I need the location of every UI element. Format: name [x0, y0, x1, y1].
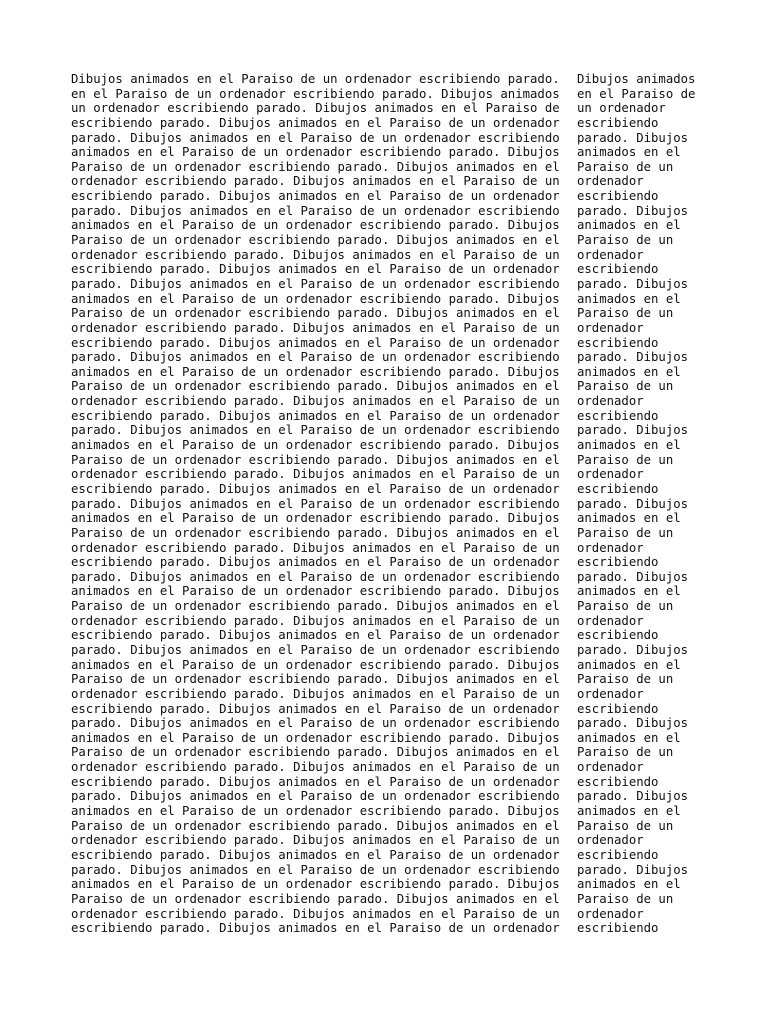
text-line: Paraiso de un — [577, 818, 674, 833]
text-line: ordenador — [577, 394, 644, 409]
text-line: Paraiso de un — [577, 379, 674, 394]
text-line: animados en el — [577, 657, 681, 672]
text-line: parado. Dibujos animados en el Paraiso de un ordenador escribiendo — [71, 130, 560, 145]
text-line: animados en el Paraiso de un ordenador escribiendo parado. Dibujos — [71, 291, 560, 306]
text-line: animados en el Paraiso de un ordenador escribiendo parado. Dibujos — [71, 657, 560, 672]
text-line: ordenador escribiendo parado. Dibujos animados en el Paraiso de un — [71, 906, 560, 921]
text-line: escribiendo parado. Dibujos animados en el Paraiso de un ordenador — [71, 774, 560, 789]
text-line: escribiendo — [577, 774, 659, 789]
text-line: escribiendo — [577, 847, 659, 862]
text-line: ordenador — [577, 320, 644, 335]
text-line: escribiendo parado. Dibujos animados en el Paraiso de un ordenador — [71, 555, 560, 570]
text-line: parado. Dibujos animados en el Paraiso de un ordenador escribiendo — [71, 350, 560, 365]
text-line: parado. Dibujos — [577, 569, 689, 584]
text-line: ordenador escribiendo parado. Dibujos animados en el Paraiso de un — [71, 686, 560, 701]
text-line: animados en el — [577, 364, 681, 379]
text-line: parado. Dibujos animados en el Paraiso de un ordenador escribiendo — [71, 642, 560, 657]
text-line: Paraiso de un ordenador escribiendo parado. Dibujos animados en el — [71, 159, 560, 174]
text-line: parado. Dibujos — [577, 203, 689, 218]
text-line: ordenador escribiendo parado. Dibujos animados en el Paraiso de un — [71, 174, 560, 189]
text-line: Paraiso de un — [577, 233, 674, 248]
text-line: Dibujos animados en el Paraiso de un ordenador escribiendo parado. — [71, 72, 560, 86]
text-line: escribiendo parado. Dibujos animados en el Paraiso de un ordenador — [71, 628, 560, 643]
text-line: parado. Dibujos — [577, 862, 689, 877]
text-line: escribiendo parado. Dibujos animados en el Paraiso de un ordenador — [71, 701, 560, 716]
text-line: Paraiso de un — [577, 159, 674, 174]
text-line: Paraiso de un — [577, 452, 674, 467]
text-line: un ordenador — [577, 101, 666, 116]
text-line: parado. Dibujos — [577, 496, 689, 511]
text-column-left — [71, 72, 560, 936]
text-line: escribiendo — [577, 628, 659, 643]
text-line: escribiendo parado. Dibujos animados en el Paraiso de un ordenador — [71, 481, 560, 496]
text-line: ordenador — [577, 540, 644, 555]
text-line: escribiendo parado. Dibujos animados en el Paraiso de un ordenador — [71, 847, 560, 862]
text-line: Paraiso de un ordenador escribiendo parado. Dibujos animados en el — [71, 525, 560, 540]
text-line: escribiendo parado. Dibujos animados en el Paraiso de un ordenador — [71, 408, 560, 423]
text-line: animados en el Paraiso de un ordenador escribiendo parado. Dibujos — [71, 877, 560, 892]
text-line: ordenador escribiendo parado. Dibujos animados en el Paraiso de un — [71, 320, 560, 335]
text-line: ordenador — [577, 760, 644, 775]
text-line: animados en el — [577, 804, 681, 819]
text-line: animados en el Paraiso de un ordenador escribiendo parado. Dibujos — [71, 145, 560, 160]
text-line: ordenador escribiendo parado. Dibujos animados en el Paraiso de un — [71, 467, 560, 482]
text-line: en el Paraiso de — [577, 86, 696, 101]
text-line: parado. Dibujos animados en el Paraiso de un ordenador escribiendo — [71, 423, 560, 438]
text-line: parado. Dibujos — [577, 789, 689, 804]
text-line: escribiendo — [577, 408, 659, 423]
text-line: animados en el — [577, 877, 681, 892]
text-line: ordenador escribiendo parado. Dibujos animados en el Paraiso de un — [71, 613, 560, 628]
text-line: parado. Dibujos — [577, 350, 689, 365]
text-line: un ordenador escribiendo parado. Dibujos animados en el Paraiso de — [71, 101, 560, 116]
text-line: Paraiso de un ordenador escribiendo parado. Dibujos animados en el — [71, 452, 560, 467]
text-line: animados en el Paraiso de un ordenador escribiendo parado. Dibujos — [71, 584, 560, 599]
text-line: ordenador escribiendo parado. Dibujos animados en el Paraiso de un — [71, 540, 560, 555]
text-line: animados en el — [577, 511, 681, 526]
text-line: animados en el Paraiso de un ordenador escribiendo parado. Dibujos — [71, 730, 560, 745]
text-line: animados en el Paraiso de un ordenador escribiendo parado. Dibujos — [71, 364, 560, 379]
text-line: animados en el Paraiso de un ordenador escribiendo parado. Dibujos — [71, 511, 560, 526]
text-line: Dibujos animados — [577, 72, 696, 86]
text-line: Paraiso de un ordenador escribiendo parado. Dibujos animados en el — [71, 233, 560, 248]
text-column-right — [577, 72, 695, 936]
text-line: parado. Dibujos animados en el Paraiso de un ordenador escribiendo — [71, 203, 560, 218]
text-line: escribiendo — [577, 262, 659, 277]
text-line: animados en el — [577, 730, 681, 745]
text-line: escribiendo — [577, 481, 659, 496]
text-line: ordenador — [577, 613, 644, 628]
text-line: Paraiso de un ordenador escribiendo parado. Dibujos animados en el — [71, 818, 560, 833]
text-line: escribiendo — [577, 189, 659, 204]
text-line: parado. Dibujos animados en el Paraiso de un ordenador escribiendo — [71, 862, 560, 877]
text-line: escribiendo parado. Dibujos animados en el Paraiso de un ordenador — [71, 335, 560, 350]
text-line: animados en el — [577, 218, 681, 233]
text-line: animados en el Paraiso de un ordenador escribiendo parado. Dibujos — [71, 438, 560, 453]
text-line: Paraiso de un — [577, 745, 674, 760]
text-line: ordenador — [577, 686, 644, 701]
text-line: Paraiso de un ordenador escribiendo parado. Dibujos animados en el — [71, 599, 560, 614]
text-line: escribiendo — [577, 555, 659, 570]
text-line: Paraiso de un — [577, 306, 674, 321]
text-line: animados en el Paraiso de un ordenador escribiendo parado. Dibujos — [71, 804, 560, 819]
text-line: animados en el — [577, 438, 681, 453]
text-line: escribiendo — [577, 921, 659, 936]
text-line: ordenador — [577, 833, 644, 848]
text-line: escribiendo — [577, 335, 659, 350]
text-line: Paraiso de un — [577, 525, 674, 540]
text-line: Paraiso de un — [577, 672, 674, 687]
text-line: ordenador — [577, 467, 644, 482]
text-line: parado. Dibujos — [577, 716, 689, 731]
text-line: parado. Dibujos animados en el Paraiso de un ordenador escribiendo — [71, 716, 560, 731]
text-line: ordenador escribiendo parado. Dibujos animados en el Paraiso de un — [71, 394, 560, 409]
text-line: parado. Dibujos — [577, 130, 689, 145]
text-line: ordenador escribiendo parado. Dibujos animados en el Paraiso de un — [71, 833, 560, 848]
text-line: animados en el — [577, 584, 681, 599]
text-line: Paraiso de un — [577, 599, 674, 614]
text-line: escribiendo parado. Dibujos animados en el Paraiso de un ordenador — [71, 115, 560, 130]
text-line: parado. Dibujos — [577, 423, 689, 438]
text-line: Paraiso de un — [577, 891, 674, 906]
text-line: Paraiso de un ordenador escribiendo parado. Dibujos animados en el — [71, 745, 560, 760]
text-line: animados en el — [577, 145, 681, 160]
text-line: parado. Dibujos animados en el Paraiso de un ordenador escribiendo — [71, 276, 560, 291]
text-line: parado. Dibujos — [577, 642, 689, 657]
text-line: ordenador — [577, 906, 644, 921]
text-line: ordenador — [577, 247, 644, 262]
text-line: escribiendo parado. Dibujos animados en el Paraiso de un ordenador — [71, 921, 560, 936]
text-line: Paraiso de un ordenador escribiendo parado. Dibujos animados en el — [71, 306, 560, 321]
text-line: ordenador — [577, 174, 644, 189]
text-line: parado. Dibujos animados en el Paraiso de un ordenador escribiendo — [71, 496, 560, 511]
text-line: Paraiso de un ordenador escribiendo parado. Dibujos animados en el — [71, 672, 560, 687]
text-line: animados en el Paraiso de un ordenador escribiendo parado. Dibujos — [71, 218, 560, 233]
text-line: parado. Dibujos animados en el Paraiso de un ordenador escribiendo — [71, 789, 560, 804]
text-line: parado. Dibujos — [577, 276, 689, 291]
text-line: en el Paraiso de un ordenador escribiendo parado. Dibujos animados — [71, 86, 560, 101]
text-line: ordenador escribiendo parado. Dibujos animados en el Paraiso de un — [71, 247, 560, 262]
text-line: Paraiso de un ordenador escribiendo parado. Dibujos animados en el — [71, 379, 560, 394]
text-line: animados en el — [577, 291, 681, 306]
text-line: escribiendo — [577, 701, 659, 716]
text-line: escribiendo parado. Dibujos animados en el Paraiso de un ordenador — [71, 189, 560, 204]
text-line: escribiendo — [577, 115, 659, 130]
text-line: ordenador escribiendo parado. Dibujos animados en el Paraiso de un — [71, 760, 560, 775]
text-line: escribiendo parado. Dibujos animados en el Paraiso de un ordenador — [71, 262, 560, 277]
text-line: Paraiso de un ordenador escribiendo parado. Dibujos animados en el — [71, 891, 560, 906]
text-line: parado. Dibujos animados en el Paraiso de un ordenador escribiendo — [71, 569, 560, 584]
